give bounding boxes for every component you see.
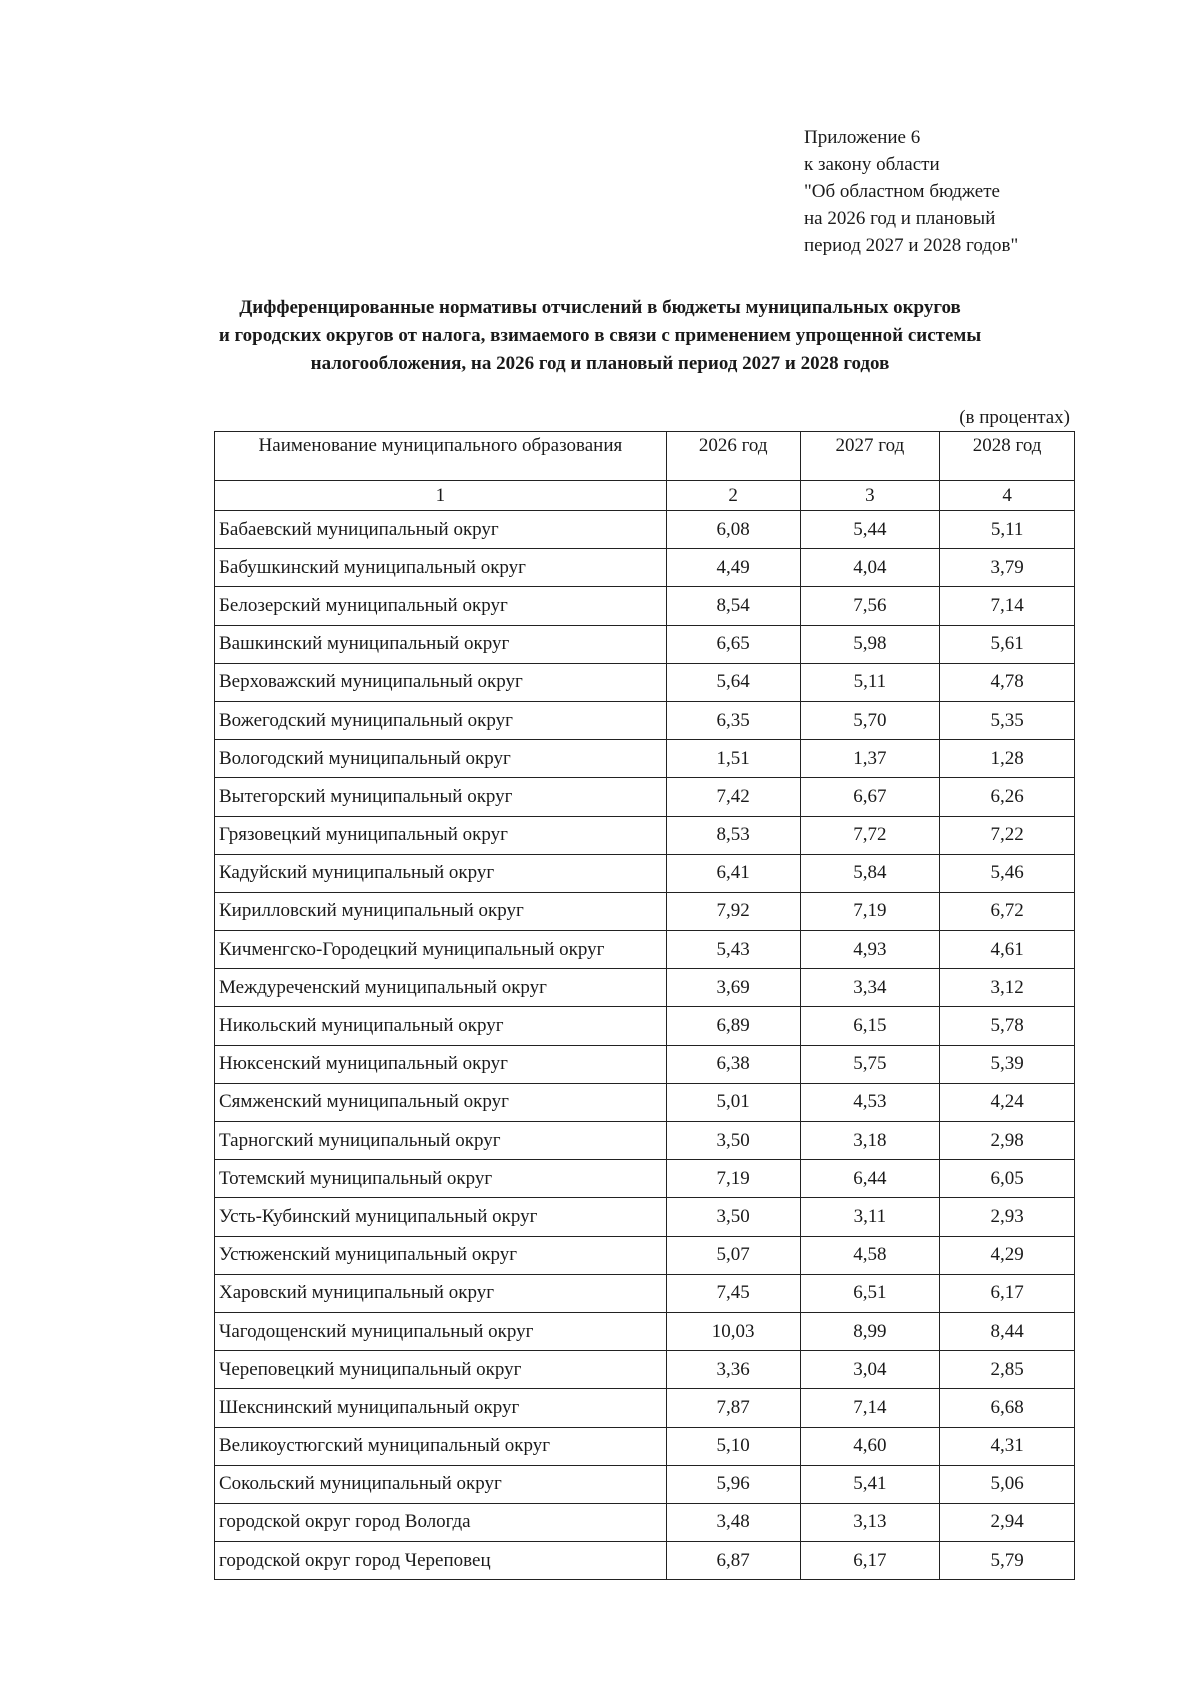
table-header-row: [215, 432, 1075, 481]
table-row: [215, 1236, 1075, 1274]
table-row: [215, 625, 1075, 663]
title-line: и городских округов от налога, взимаемого в связи с применением упрощенной системы: [218, 325, 982, 346]
cell-value-2026: 5,01: [666, 1083, 800, 1121]
cell-municipality-name: Усть-Кубинский муниципальный округ: [215, 1198, 667, 1236]
cell-value-2027: 6,44: [800, 1160, 940, 1198]
cell-value-2026: 3,48: [666, 1503, 800, 1541]
cell-value-2027: 4,60: [800, 1427, 940, 1465]
cell-municipality-name: Бабушкинский муниципальный округ: [215, 549, 667, 587]
cell-value-2026: 7,92: [666, 892, 800, 930]
cell-value-2027: 5,75: [800, 1045, 940, 1083]
cell-value-2028: 6,17: [940, 1274, 1075, 1312]
cell-value-2027: 7,19: [800, 892, 940, 930]
header-name: Наименование муниципального образования: [215, 432, 667, 481]
cell-value-2028: 2,94: [940, 1503, 1075, 1541]
appendix-line: на 2026 год и плановый: [804, 208, 996, 229]
cell-municipality-name: Верховажский муниципальный округ: [215, 663, 667, 701]
cell-value-2027: 1,37: [800, 740, 940, 778]
appendix-line: к закону области: [804, 154, 940, 175]
cell-value-2026: 6,08: [666, 511, 800, 549]
cell-municipality-name: Кадуйский муниципальный округ: [215, 854, 667, 892]
cell-municipality-name: Кирилловский муниципальный округ: [215, 892, 667, 930]
title-line: Дифференцированные нормативы отчислений в бюджеты муниципальных округов: [239, 297, 961, 318]
cell-municipality-name: Сямженский муниципальный округ: [215, 1083, 667, 1121]
column-number: 4: [940, 481, 1075, 511]
appendix-line: период 2027 и 2028 годов": [804, 235, 1019, 256]
cell-municipality-name: Чагодощенский муниципальный округ: [215, 1312, 667, 1350]
cell-value-2027: 3,34: [800, 969, 940, 1007]
column-number: 2: [666, 481, 800, 511]
table-row: [215, 740, 1075, 778]
cell-value-2027: 5,11: [800, 663, 940, 701]
cell-value-2028: 4,31: [940, 1427, 1075, 1465]
cell-value-2028: 5,35: [940, 701, 1075, 739]
table-row: [215, 663, 1075, 701]
cell-value-2028: 1,28: [940, 740, 1075, 778]
cell-municipality-name: Никольский муниципальный округ: [215, 1007, 667, 1045]
units-note: (в процентах): [959, 407, 1070, 428]
cell-value-2028: 4,61: [940, 931, 1075, 969]
appendix-line: "Об областном бюджете: [804, 181, 1000, 202]
cell-value-2028: 6,26: [940, 778, 1075, 816]
cell-value-2026: 5,43: [666, 931, 800, 969]
cell-value-2028: 8,44: [940, 1312, 1075, 1350]
cell-value-2026: 4,49: [666, 549, 800, 587]
table-row: [215, 587, 1075, 625]
header-2028: 2028 год: [940, 432, 1075, 481]
table-row: [215, 854, 1075, 892]
appendix-header: [804, 124, 1018, 259]
cell-value-2028: 6,05: [940, 1160, 1075, 1198]
cell-municipality-name: Харовский муниципальный округ: [215, 1274, 667, 1312]
cell-value-2028: 5,06: [940, 1465, 1075, 1503]
cell-value-2028: 2,98: [940, 1122, 1075, 1160]
cell-value-2027: 6,17: [800, 1542, 940, 1580]
cell-value-2028: 3,79: [940, 549, 1075, 587]
table-row: [215, 1160, 1075, 1198]
cell-value-2028: 2,85: [940, 1351, 1075, 1389]
cell-municipality-name: Вытегорский муниципальный округ: [215, 778, 667, 816]
cell-value-2026: 5,07: [666, 1236, 800, 1274]
cell-municipality-name: Нюксенский муниципальный округ: [215, 1045, 667, 1083]
cell-value-2028: 3,12: [940, 969, 1075, 1007]
cell-value-2028: 7,22: [940, 816, 1075, 854]
cell-value-2026: 5,10: [666, 1427, 800, 1465]
cell-municipality-name: Междуреченский муниципальный округ: [215, 969, 667, 1007]
cell-value-2026: 3,69: [666, 969, 800, 1007]
cell-value-2028: 7,14: [940, 587, 1075, 625]
header-2026: 2026 год: [666, 432, 800, 481]
table-row: [215, 1007, 1075, 1045]
table-row: [215, 1083, 1075, 1121]
cell-value-2028: 6,72: [940, 892, 1075, 930]
table-row: [215, 1389, 1075, 1427]
column-number: 1: [215, 481, 667, 511]
cell-value-2028: 5,11: [940, 511, 1075, 549]
table-row: [215, 1312, 1075, 1350]
cell-value-2027: 5,70: [800, 701, 940, 739]
cell-value-2028: 5,79: [940, 1542, 1075, 1580]
cell-value-2027: 3,04: [800, 1351, 940, 1389]
cell-value-2027: 7,14: [800, 1389, 940, 1427]
table-row: [215, 1198, 1075, 1236]
table-row: [215, 1045, 1075, 1083]
table-row: [215, 701, 1075, 739]
cell-value-2027: 7,56: [800, 587, 940, 625]
cell-value-2027: 6,15: [800, 1007, 940, 1045]
table-row: [215, 1122, 1075, 1160]
table-row: [215, 931, 1075, 969]
cell-value-2027: 4,93: [800, 931, 940, 969]
cell-municipality-name: Устюженский муниципальный округ: [215, 1236, 667, 1274]
cell-municipality-name: Тарногский муниципальный округ: [215, 1122, 667, 1160]
table-row: [215, 1351, 1075, 1389]
table-row: [215, 1503, 1075, 1541]
cell-value-2026: 5,96: [666, 1465, 800, 1503]
cell-value-2028: 5,61: [940, 625, 1075, 663]
table-body: [215, 511, 1075, 1580]
cell-value-2027: 5,41: [800, 1465, 940, 1503]
cell-municipality-name: Бабаевский муниципальный округ: [215, 511, 667, 549]
cell-value-2027: 7,72: [800, 816, 940, 854]
header-2027: 2027 год: [800, 432, 940, 481]
cell-value-2026: 7,19: [666, 1160, 800, 1198]
cell-value-2027: 6,67: [800, 778, 940, 816]
cell-value-2028: 4,24: [940, 1083, 1075, 1121]
cell-value-2028: 4,29: [940, 1236, 1075, 1274]
cell-value-2026: 6,87: [666, 1542, 800, 1580]
cell-value-2026: 5,64: [666, 663, 800, 701]
table-row: [215, 1427, 1075, 1465]
cell-value-2027: 5,98: [800, 625, 940, 663]
cell-value-2026: 3,36: [666, 1351, 800, 1389]
cell-value-2028: 5,39: [940, 1045, 1075, 1083]
cell-value-2027: 4,53: [800, 1083, 940, 1121]
cell-value-2026: 6,38: [666, 1045, 800, 1083]
table-row: [215, 1465, 1075, 1503]
cell-municipality-name: Череповецкий муниципальный округ: [215, 1351, 667, 1389]
document-title: [100, 294, 1100, 378]
appendix-line: Приложение 6: [804, 127, 921, 148]
cell-value-2026: 7,87: [666, 1389, 800, 1427]
cell-value-2028: 5,46: [940, 854, 1075, 892]
cell-municipality-name: Шекснинский муниципальный округ: [215, 1389, 667, 1427]
cell-municipality-name: городской округ город Вологда: [215, 1503, 667, 1541]
table-row: [215, 1274, 1075, 1312]
cell-value-2027: 6,51: [800, 1274, 940, 1312]
norms-table: [214, 431, 1075, 1580]
cell-municipality-name: Грязовецкий муниципальный округ: [215, 816, 667, 854]
cell-value-2026: 1,51: [666, 740, 800, 778]
cell-value-2027: 4,04: [800, 549, 940, 587]
cell-value-2026: 8,53: [666, 816, 800, 854]
cell-value-2028: 4,78: [940, 663, 1075, 701]
table-row: [215, 1542, 1075, 1580]
cell-municipality-name: Белозерский муниципальный округ: [215, 587, 667, 625]
cell-value-2027: 5,84: [800, 854, 940, 892]
cell-municipality-name: городской округ город Череповец: [215, 1542, 667, 1580]
cell-value-2026: 10,03: [666, 1312, 800, 1350]
column-number: 3: [800, 481, 940, 511]
cell-municipality-name: Тотемский муниципальный округ: [215, 1160, 667, 1198]
cell-value-2026: 6,89: [666, 1007, 800, 1045]
title-line: налогообложения, на 2026 год и плановый период 2027 и 2028 годов: [310, 353, 890, 374]
cell-municipality-name: Сокольский муниципальный округ: [215, 1465, 667, 1503]
cell-value-2027: 5,44: [800, 511, 940, 549]
cell-value-2026: 7,42: [666, 778, 800, 816]
cell-value-2028: 2,93: [940, 1198, 1075, 1236]
cell-value-2026: 7,45: [666, 1274, 800, 1312]
table-row: [215, 511, 1075, 549]
cell-value-2027: 3,13: [800, 1503, 940, 1541]
cell-municipality-name: Вожегодский муниципальный округ: [215, 701, 667, 739]
cell-value-2028: 5,78: [940, 1007, 1075, 1045]
table-row: [215, 969, 1075, 1007]
cell-municipality-name: Великоустюгский муниципальный округ: [215, 1427, 667, 1465]
cell-value-2026: 6,35: [666, 701, 800, 739]
cell-municipality-name: Вашкинский муниципальный округ: [215, 625, 667, 663]
column-number-row: [215, 481, 1075, 511]
cell-value-2027: 4,58: [800, 1236, 940, 1274]
cell-value-2027: 3,11: [800, 1198, 940, 1236]
cell-value-2026: 8,54: [666, 587, 800, 625]
cell-value-2026: 6,41: [666, 854, 800, 892]
cell-value-2026: 3,50: [666, 1122, 800, 1160]
table-row: [215, 816, 1075, 854]
table-row: [215, 778, 1075, 816]
cell-municipality-name: Кичменгско-Городецкий муниципальный округ: [215, 931, 667, 969]
cell-value-2028: 6,68: [940, 1389, 1075, 1427]
cell-value-2026: 6,65: [666, 625, 800, 663]
table-row: [215, 892, 1075, 930]
cell-value-2027: 3,18: [800, 1122, 940, 1160]
cell-municipality-name: Вологодский муниципальный округ: [215, 740, 667, 778]
cell-value-2027: 8,99: [800, 1312, 940, 1350]
table-row: [215, 549, 1075, 587]
cell-value-2026: 3,50: [666, 1198, 800, 1236]
